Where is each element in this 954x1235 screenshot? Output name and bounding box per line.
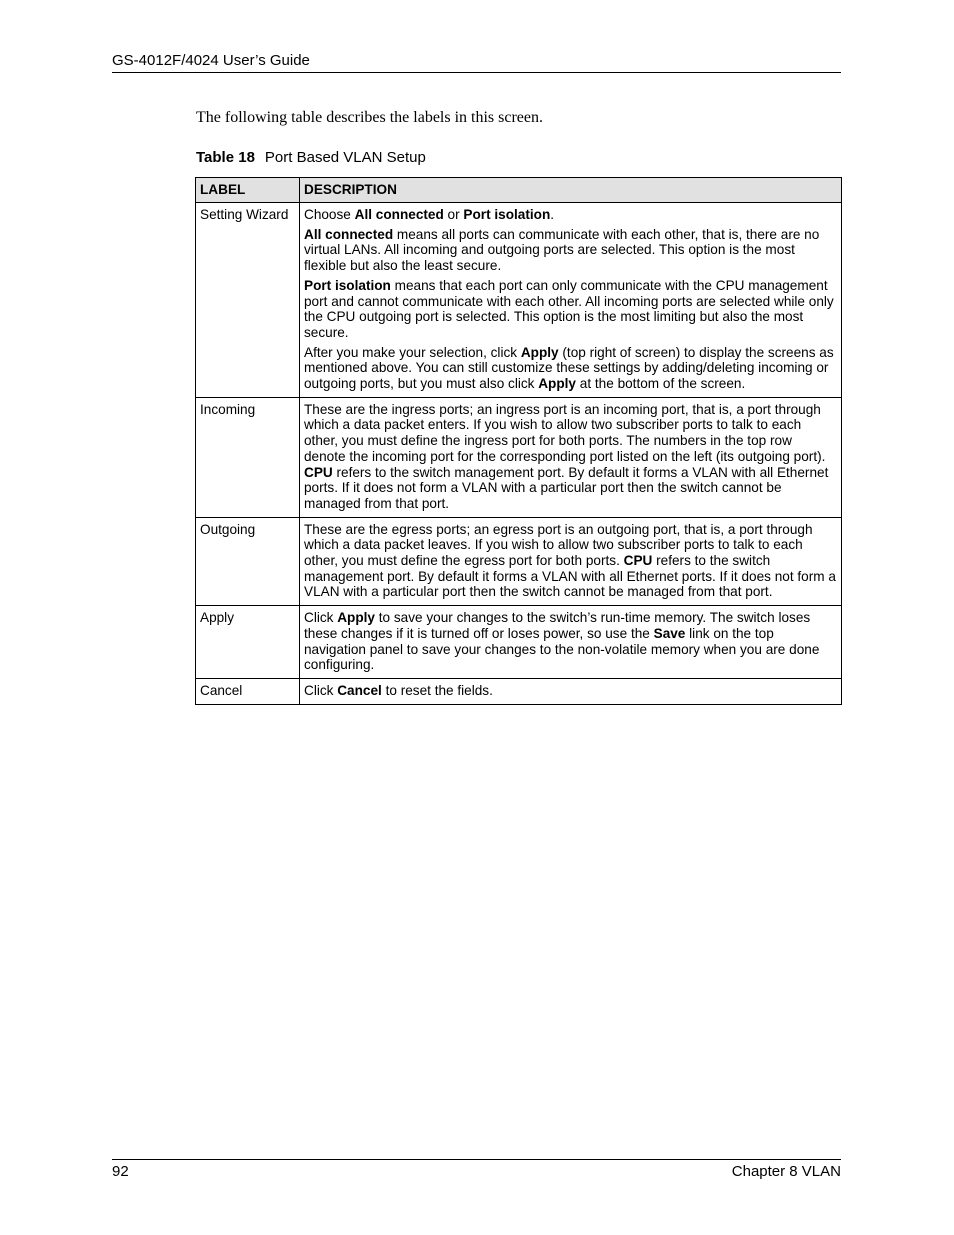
bold-term: Apply (520, 344, 559, 360)
text-run: means all ports can communicate with each other, that is, there are no virtual LANs. All incoming and outgoing ports are selected. This option is the most flexible but also the least secure. (304, 226, 820, 274)
bold-term: Port isolation (304, 277, 391, 293)
bold-term: All connected (354, 207, 444, 222)
row-description (300, 203, 842, 398)
table-row (196, 517, 842, 606)
bold-term: All connected (304, 226, 394, 242)
text-run: (top right of screen) to display the screens as mentioned above. You can still customize these settings by adding/deleting incoming or outgoing ports, but you must also click (304, 344, 834, 392)
bold-term: Save (653, 625, 686, 641)
row-label: Setting Wizard (196, 203, 300, 398)
bold-term: Apply (538, 376, 576, 392)
text-run: Click (304, 610, 338, 626)
text-run: at the bottom of the screen. (576, 376, 746, 392)
row-description (300, 517, 842, 606)
text-run: or (443, 207, 464, 222)
text-run: link on the top navigation panel to save your changes to the non-volatile memory when you are done configuring. (304, 625, 820, 673)
label-column-header: LABEL (196, 178, 300, 203)
table-row (196, 203, 842, 398)
text-run: These are the ingress ports; an ingress port is an incoming port, that is, a port through which a data packet enters. If you wish to allow two subscriber ports to talk to each other, you must define the ingress port for both ports. The numbers in the top row denote the incoming port for the corresponding port listed on the left (its outgoing port). (304, 401, 826, 464)
row-label: Cancel (196, 678, 300, 704)
description-column-header: DESCRIPTION (300, 178, 842, 203)
description-paragraph (304, 683, 837, 699)
row-description (300, 678, 842, 704)
description-paragraph (304, 522, 837, 601)
table-row (196, 678, 842, 704)
row-label: Incoming (196, 397, 300, 517)
text-run: Choose (304, 207, 355, 222)
intro-text: The following table describes the labels in this screen. (196, 109, 544, 126)
description-paragraph (304, 278, 837, 341)
text-run: to reset the fields. (381, 682, 493, 698)
table-header-row (196, 178, 842, 203)
row-description (300, 397, 842, 517)
description-paragraph (304, 610, 837, 673)
row-description (300, 606, 842, 679)
text-run: refers to the switch management port. By default it forms a VLAN with all Ethernet ports. If it does not form a VLAN with a particular port then the switch cannot be managed from that port. (304, 553, 836, 600)
table-title: Port Based VLAN Setup (264, 149, 426, 166)
bold-term: CPU (304, 464, 333, 480)
bold-term: Apply (337, 610, 375, 626)
row-label: Outgoing (196, 517, 300, 606)
text-run: After you make your selection, click (304, 344, 521, 360)
guide-title: GS-4012F/4024 User’s Guide (112, 52, 310, 69)
page-number: 92 (112, 1163, 129, 1180)
table-row (196, 397, 842, 517)
table-row (196, 606, 842, 679)
bold-term: Cancel (337, 682, 382, 698)
running-footer (112, 1159, 841, 1181)
text-run: Click (304, 682, 338, 698)
text-run: means that each port can only communicate with the CPU management port and cannot communicate with each other. All incoming ports are selected while only the CPU outgoing port is selected. This option is the most limiting but also the most secure. (304, 277, 834, 340)
row-label: Apply (196, 606, 300, 679)
vlan-setup-table (195, 177, 842, 705)
text-run: These are the egress ports; an egress port is an outgoing port, that is, a port through which a data packet leaves. If you wish to allow two subscriber ports to talk to each other, you must define the egress port for both ports. (304, 521, 813, 569)
text-run: to save your changes to the switch’s run-time memory. The switch loses these changes if it is turned off or loses power, so use the (304, 610, 811, 641)
description-paragraph (304, 207, 837, 223)
table-number: Table 18 (196, 149, 255, 166)
description-paragraph (304, 227, 837, 274)
table-caption (196, 149, 426, 167)
running-header (112, 52, 841, 73)
bold-term: CPU (623, 553, 653, 569)
bold-term: Port isolation (463, 207, 551, 222)
description-paragraph (304, 402, 837, 512)
text-run: refers to the switch management port. By default it forms a VLAN with all Ethernet ports. If it does not form a VLAN with a particular port then the switch cannot be managed from that port. (304, 464, 829, 511)
text-run: . (550, 207, 555, 222)
table-body (196, 203, 842, 705)
chapter-title: Chapter 8 VLAN (731, 1163, 841, 1180)
description-paragraph (304, 345, 837, 392)
